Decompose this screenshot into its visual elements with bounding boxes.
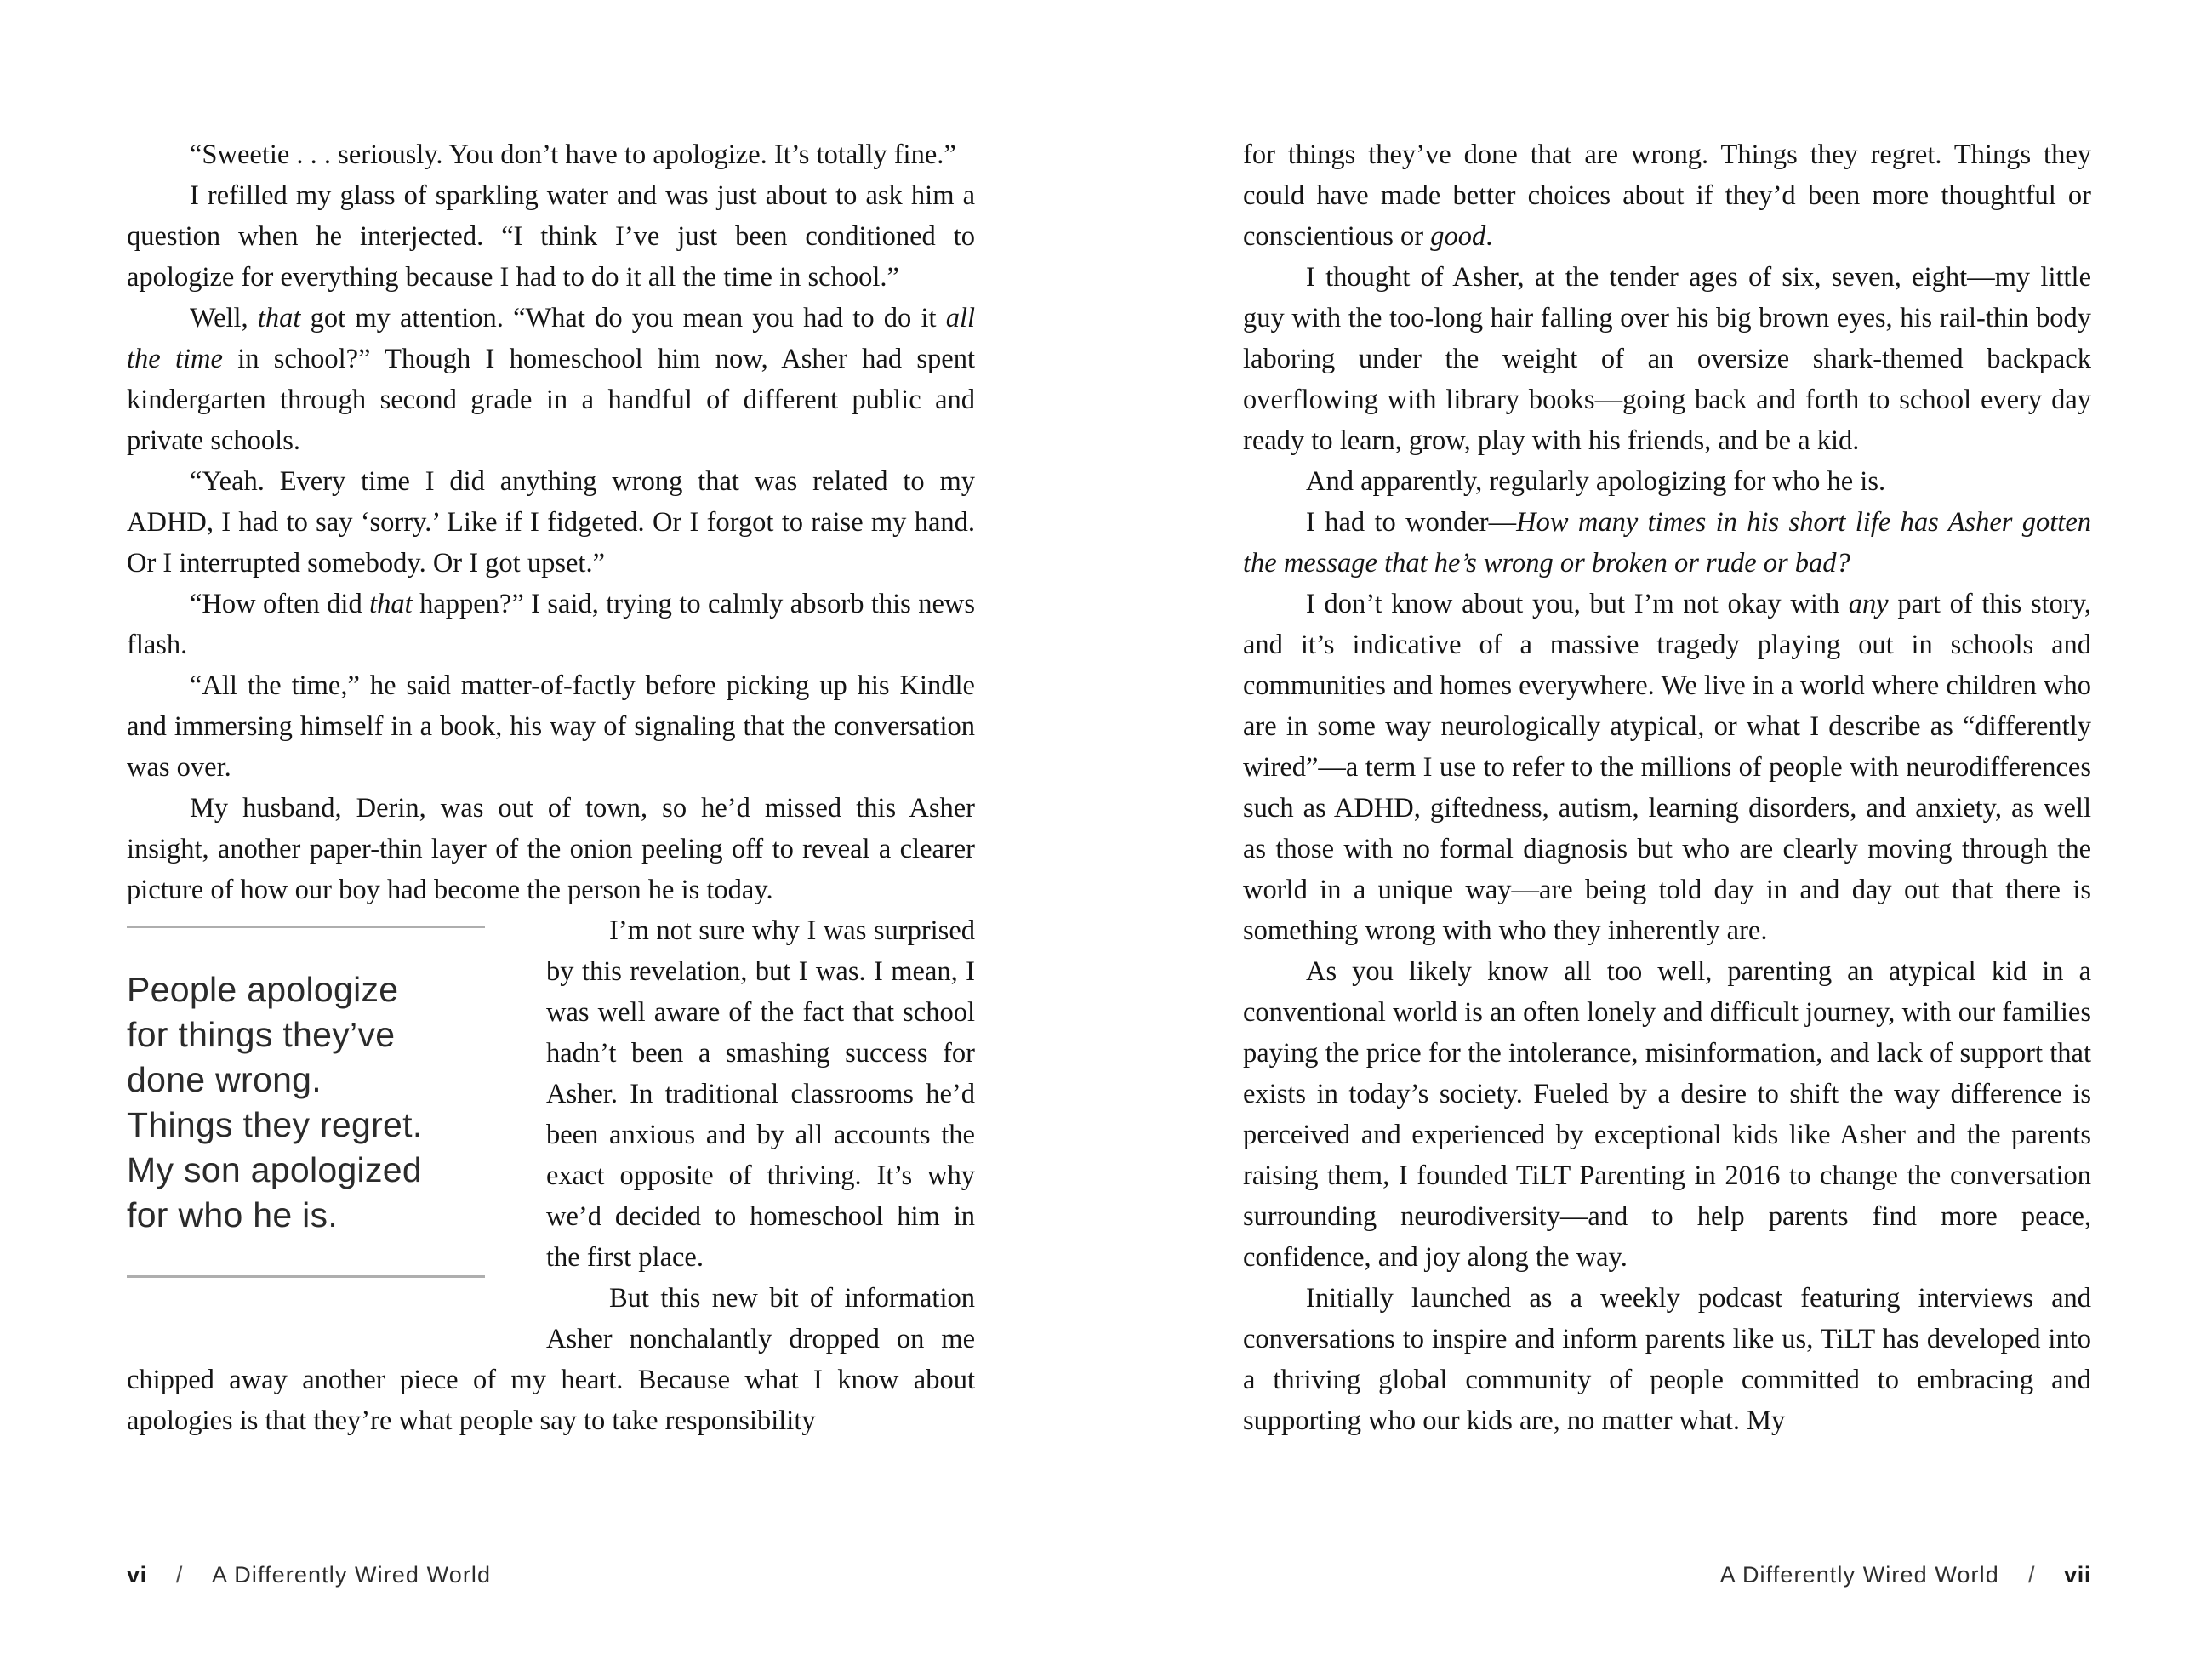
italic-text-segment: that <box>257 303 301 334</box>
paragraph <box>127 298 975 461</box>
running-title: A Differently Wired World <box>1719 1562 1999 1588</box>
paragraph <box>1243 1278 2091 1441</box>
pull-quote <box>127 926 485 1278</box>
text-segment: I thought of Asher, at the tender ages of six, seven, eight—my little guy with the too-long hair falling over his big brown eyes, his rail-thin body laboring under the weight of an oversize shark-themed backpack overflowing with library books—going back and forth to school every day ready to learn, grow, play with his friends, and be a kid. <box>1243 262 2091 456</box>
text-segment: part of this story, and it’s indicative of a massive tragedy playing out in schools and communities and homes everywhere. We live in a world where children who are in some way neurologically atypical, or what I describe as “differently wired”—a term I use to refer to the millions of people with neurodifferences such as ADHD, giftedness, autism, learning disorders, and anxiety, as well as those with no formal diagnosis but who are clearly moving through the world in a unique way—are being told day in and day out that there is something wrong with who they inherently are. <box>1243 589 2091 946</box>
italic-text-segment: How many times in his short life has Asher gotten the message that he’s wrong or broken or rude or bad? <box>1243 507 2091 579</box>
paragraph <box>1243 502 2091 584</box>
text-segment: happen?” I said, trying to calmly absorb this news flash. <box>127 589 975 660</box>
paragraph <box>127 134 975 175</box>
paragraph <box>127 461 975 584</box>
text-segment: I’m not sure why I was surprised by this revelation, but I was. I mean, I was well aware of the fact that school hadn’t been a smashing success for Asher. In traditional classrooms he’d been anxious and by all accounts the exact opposite of thriving. It’s why we’d decided to homeschool him in the first place. <box>546 915 975 1273</box>
right-page-text <box>1243 134 2091 1441</box>
text-segment: “All the time,” he said matter-of-factly before picking up his Kindle and immersing himself in a book, his way of signaling that the conversation was over. <box>127 670 975 783</box>
text-segment: As you likely know all too well, parenting an atypical kid in a conventional world is an often lonely and difficult journey, with our families paying the price for the intolerance, misinformation, and lack of support that exists in today’s society. Fueled by a desire to shift the way difference is perceived and experienced by exceptional kids like Asher and the parents raising them, I founded TiLT Parenting in 2016 to change the conversation surrounding neurodiversity—and to help parents find more peace, confidence, and joy along the way. <box>1243 956 2091 1273</box>
text-segment: Well, <box>190 303 258 334</box>
paragraph <box>127 1278 975 1441</box>
paragraph <box>1243 584 2091 951</box>
text-segment: Initially launched as a weekly podcast featuring interviews and conversations to inspire and inform parents like us, TiLT has developed into a thriving global community of people committed to embracing and supporting who our kids are, no matter what. My <box>1243 1283 2091 1436</box>
text-segment: I had to wonder— <box>1306 507 1517 538</box>
pull-quote-text: People apologize for things they’ve done wrong. Things they regret. My son apologized for who he is. <box>127 970 423 1234</box>
text-segment: “Sweetie . . . seriously. You don’t have to apologize. It’s totally fine.” <box>190 140 956 170</box>
italic-text-segment: good <box>1430 221 1486 252</box>
paragraph <box>1243 461 2091 502</box>
text-segment: for things they’ve done that are wrong. Things they regret. Things they could have made better choices about if they’d been more thoughtful or conscientious or <box>1243 140 2091 252</box>
running-title: A Differently Wired World <box>212 1562 492 1588</box>
right-page-footer <box>1243 1562 2091 1588</box>
paragraph <box>1243 134 2091 257</box>
paragraph <box>127 584 975 665</box>
italic-text-segment: any <box>1848 589 1889 619</box>
text-segment: got my attention. “What do you mean you had to do it <box>300 303 946 334</box>
italic-text-segment: all the time <box>127 303 975 374</box>
text-segment: And apparently, regularly apologizing for who he is. <box>1306 466 1886 497</box>
page-number: vi <box>127 1562 147 1588</box>
left-page-text <box>127 134 975 1441</box>
paragraph <box>127 665 975 788</box>
text-segment: “Yeah. Every time I did anything wrong that was related to my ADHD, I had to say ‘sorry.’ Like if I fidgeted. Or I forgot to raise my hand. Or I interrupted somebody. Or I got upset.” <box>127 466 975 579</box>
text-segment: . <box>1485 221 1493 252</box>
text-segment: I don’t know about you, but I’m not okay with <box>1306 589 1849 619</box>
text-segment: “How often did <box>190 589 370 619</box>
text-segment: My husband, Derin, was out of town, so he’d missed this Asher insight, another paper-thin layer of the onion peeling off to reveal a clearer picture of how our boy had become the person he is today. <box>127 793 975 905</box>
footer-separator: / <box>2027 1562 2036 1588</box>
text-segment: But this new bit of information Asher nonchalantly dropped on me chipped away another piece of my heart. Because what I know about apologies is that they’re what people say to take responsibility <box>127 1283 975 1436</box>
italic-text-segment: that <box>369 589 413 619</box>
left-page-footer <box>127 1562 491 1588</box>
text-segment: I refilled my glass of sparkling water and was just about to ask him a question when he interjected. “I think I’ve just been conditioned to apologize for everything because I had to do it all the time in school.” <box>127 180 975 293</box>
paragraph <box>127 175 975 298</box>
paragraph <box>1243 951 2091 1278</box>
footer-separator: / <box>175 1562 183 1588</box>
page-number: vii <box>2064 1562 2091 1588</box>
paragraph <box>1243 257 2091 461</box>
paragraph <box>127 788 975 910</box>
text-segment: in school?” Though I homeschool him now, Asher had spent kindergarten through second grade in a handful of different public and private schools. <box>127 344 975 456</box>
